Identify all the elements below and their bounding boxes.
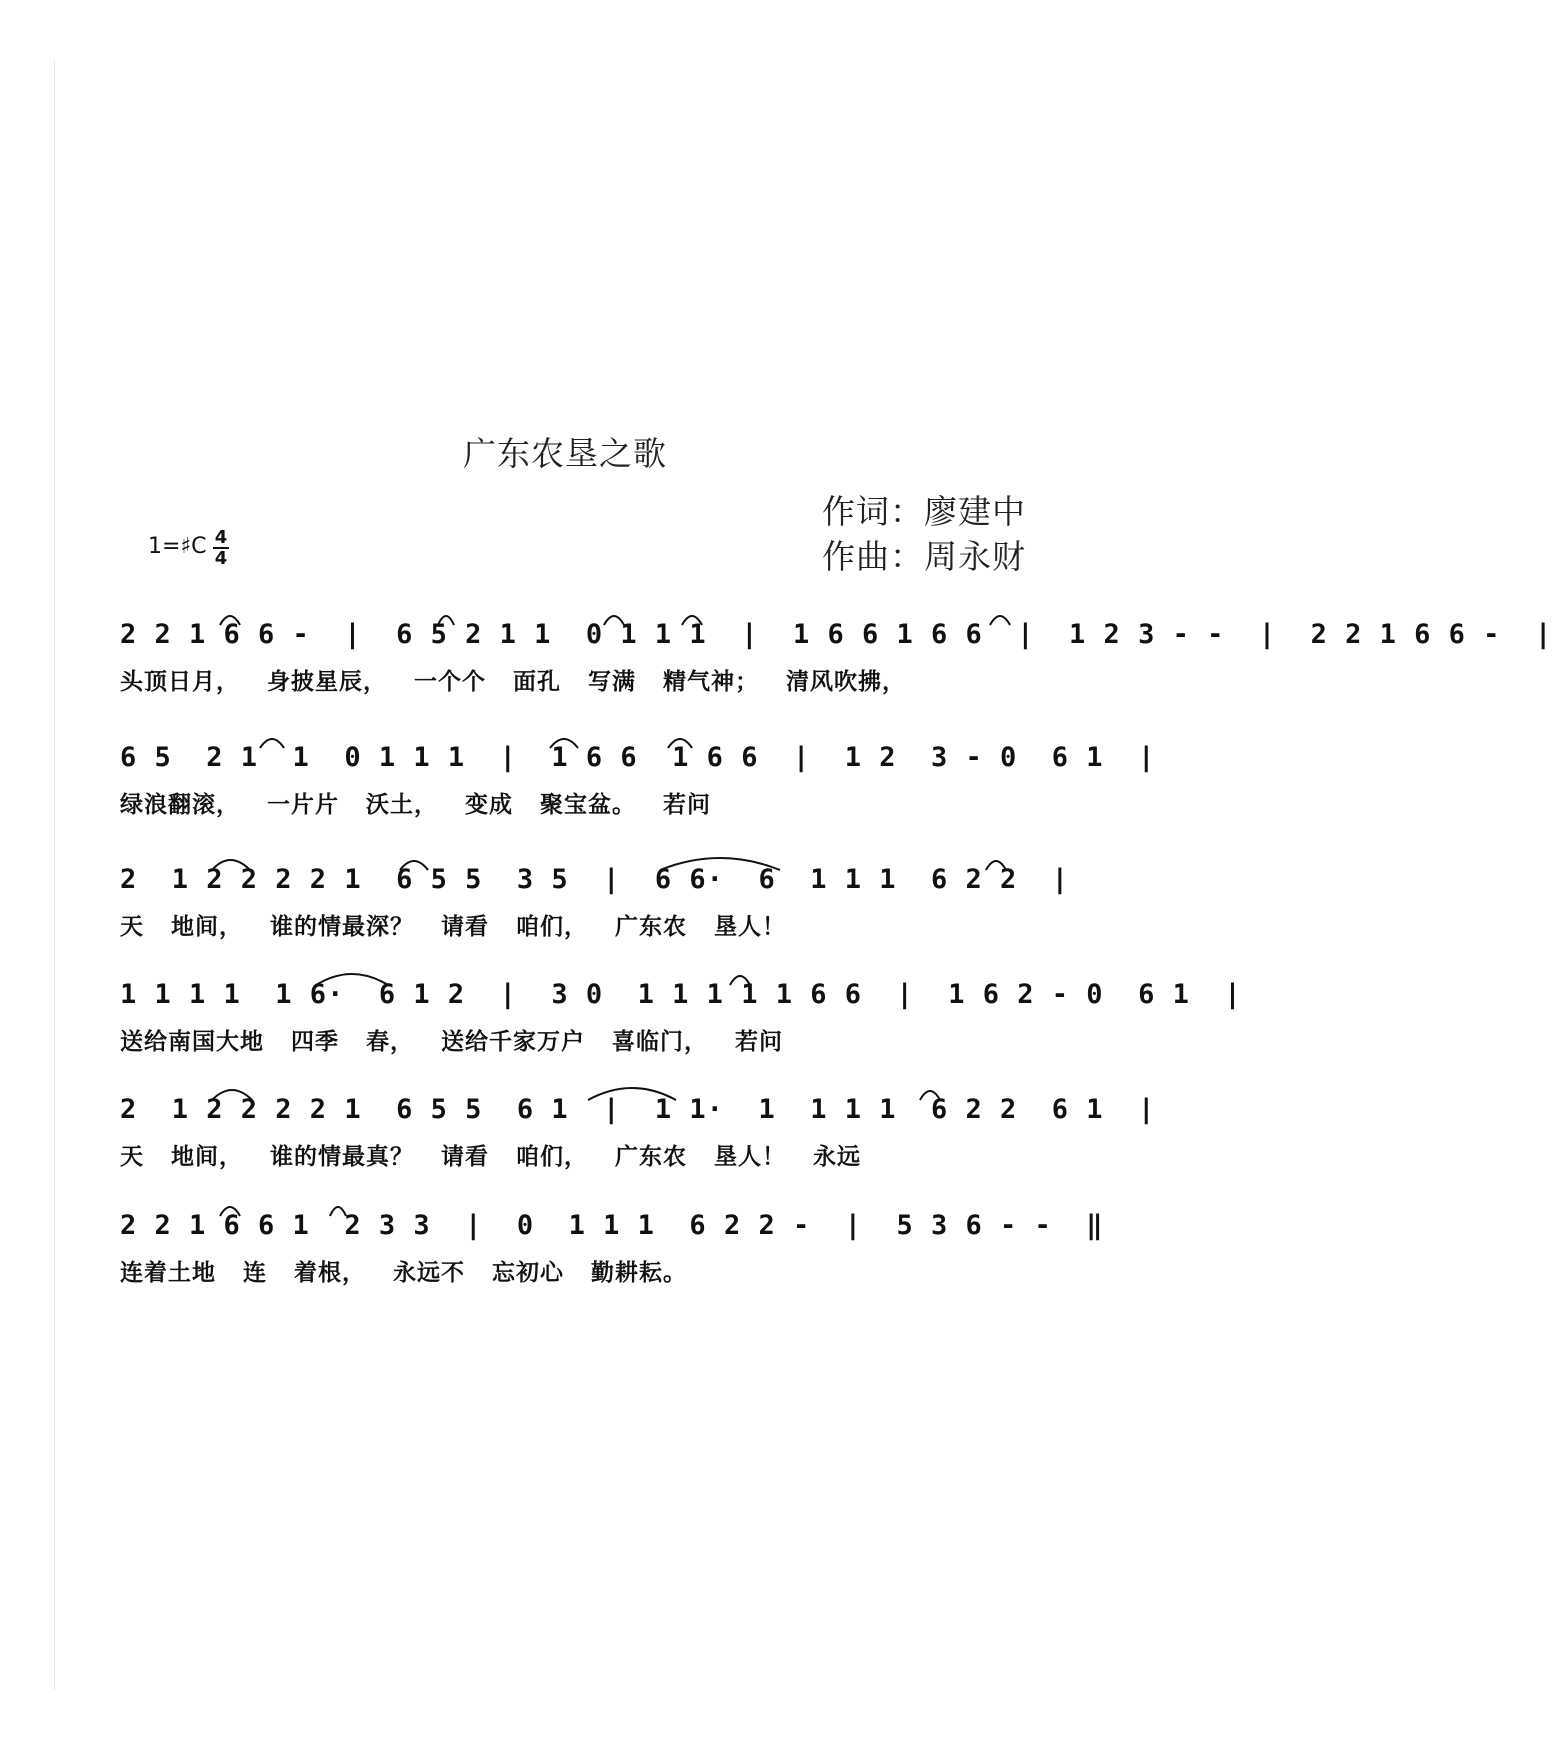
notation-line: 2 1 2 2 2 2 1 6 5 5 3 5 | 6 6· 6 1 1 1 6 2 2 | (120, 864, 1070, 895)
lyrics-line: 送给南国大地 四季 春， 送给千家万户 喜临门， 若问 (120, 1029, 784, 1055)
composer-credit: 作曲：周永财 (822, 537, 1026, 576)
time-signature (212, 528, 230, 568)
time-signature-bottom: 4 (214, 547, 228, 569)
score-system-2 (120, 728, 1156, 828)
lyrics-line: 天 地间， 谁的情最真？ 请看 咱们， 广东农 垦人！ 永远 (120, 1144, 862, 1170)
lyrics-line: 头顶日月， 身披星辰， 一个个 面孔 写满 精气神； 清风吹拂， (120, 669, 907, 695)
song-title: 广东农垦之歌 (463, 434, 667, 473)
lyrics-line: 连着土地 连 着根， 永远不 忘初心 勤耕耘。 (120, 1260, 688, 1286)
score-system-1 (120, 605, 1552, 705)
score-system-6 (120, 1196, 1104, 1296)
lyricist-credit: 作词：廖建中 (822, 492, 1026, 531)
score-system-4 (120, 965, 1242, 1065)
lyrics-line: 天 地间， 谁的情最深？ 请看 咱们， 广东农 垦人！ (120, 914, 787, 940)
notation-line: 1 1 1 1 1 6· 6 1 2 | 3 0 1 1 1 1 1 6 6 | 1 6 2 - 0 6 1 | (120, 979, 1242, 1010)
notation-line: 6 5 2 1 1 0 1 1 1 | 1 6 6 1 6 6 | 1 2 3 - 0 6 1 | (120, 742, 1156, 773)
notation-line: 2 2 1 6 6 1 2 3 3 | 0 1 1 1 6 2 2 - | 5 3 6 - - ‖ (120, 1210, 1104, 1241)
notation-line: 2 2 1 6 6 - | 6 5 2 1 1 0 1 1 1 | 1 6 6 1 6 6 | 1 2 3 - - | 2 2 1 6 6 - | (120, 619, 1552, 650)
score-system-3 (120, 850, 1080, 950)
page-margin-line (54, 60, 55, 1690)
notation-line: 2 1 2 2 2 2 1 6 5 5 6 1 | 1 1· 1 1 1 1 6 2 2 6 1 | (120, 1094, 1156, 1125)
score-system-5 (120, 1080, 1156, 1180)
time-signature-top: 4 (214, 527, 228, 548)
lyrics-line: 绿浪翻滚， 一片片 沃土， 变成 聚宝盆。 若问 (120, 792, 712, 818)
key-signature: 1=♯C (148, 534, 207, 559)
